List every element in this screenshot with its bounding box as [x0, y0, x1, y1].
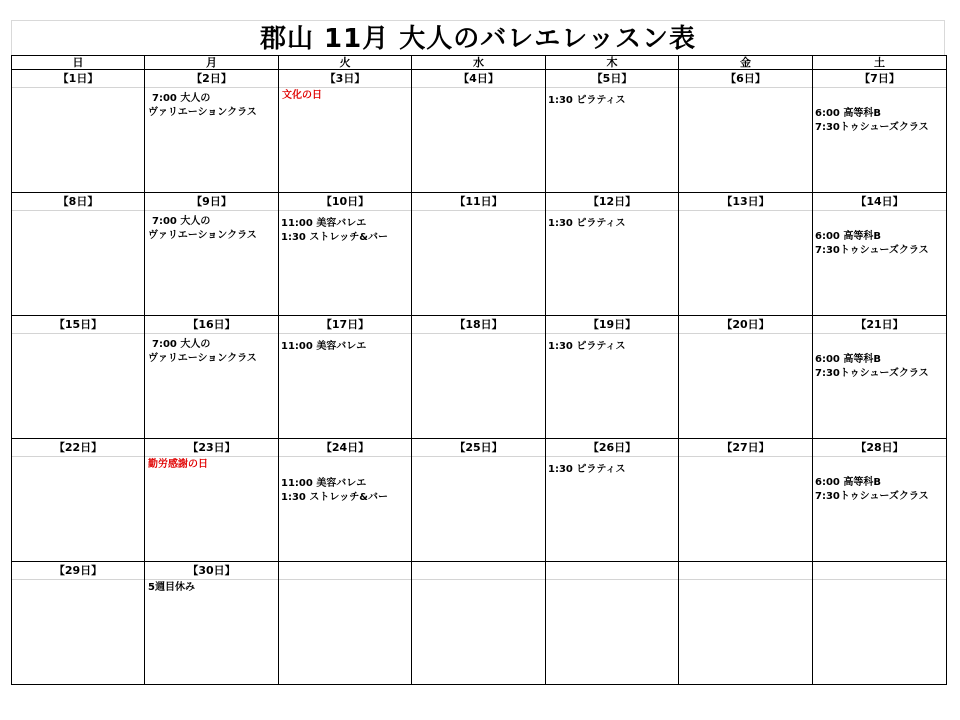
day-number: 【14日】 — [813, 193, 946, 211]
day-cell — [813, 193, 947, 316]
lesson-list — [281, 217, 388, 245]
lesson-list — [815, 476, 929, 504]
day-content — [813, 580, 946, 684]
day-number: 【16日】 — [145, 316, 278, 334]
weekday-tue: 火 — [279, 56, 412, 70]
day-cell — [279, 439, 412, 562]
lesson-list — [815, 353, 929, 381]
day-content — [546, 580, 678, 684]
day-cell — [145, 562, 279, 685]
weekday-mon: 月 — [145, 56, 279, 70]
day-content — [679, 457, 812, 561]
lesson-entry: 7:00 大人の — [152, 216, 211, 227]
lesson-list — [281, 340, 366, 354]
day-cell — [546, 70, 679, 193]
day-number — [679, 562, 812, 580]
lesson-entry: 7:00 大人の — [152, 93, 211, 104]
weekday-header-row — [12, 56, 947, 70]
day-cell — [412, 562, 546, 685]
day-content — [145, 334, 278, 438]
lesson-list — [548, 217, 626, 231]
weekday-sat: 土 — [813, 56, 947, 70]
lesson-list — [148, 338, 257, 366]
day-cell — [813, 70, 947, 193]
day-number: 【21日】 — [813, 316, 946, 334]
lesson-entry: 11:00 美容バレエ — [281, 218, 367, 229]
day-content — [412, 457, 545, 561]
day-cell — [12, 70, 145, 193]
lesson-entry: 6:00 高等科B — [815, 231, 881, 242]
lesson-list — [815, 230, 929, 258]
day-content — [813, 334, 946, 438]
day-cell — [279, 70, 412, 193]
lesson-entry: 6:00 高等科B — [815, 108, 881, 119]
lesson-entry: 7:00 大人の — [152, 339, 211, 350]
day-cell — [279, 316, 412, 439]
day-content — [412, 88, 545, 192]
day-content — [279, 88, 411, 192]
day-number — [813, 562, 946, 580]
lesson-entry: ヴァリエーションクラス — [148, 353, 257, 364]
day-cell — [813, 439, 947, 562]
day-cell — [12, 193, 145, 316]
day-content — [12, 334, 144, 438]
day-number: 【4日】 — [412, 70, 545, 88]
day-content — [412, 211, 545, 315]
day-number — [279, 562, 411, 580]
day-cell — [679, 193, 813, 316]
day-cell — [546, 316, 679, 439]
day-cell — [279, 193, 412, 316]
calendar-table — [11, 55, 947, 685]
day-cell — [145, 193, 279, 316]
day-number: 【25日】 — [412, 439, 545, 457]
lesson-list — [148, 92, 257, 120]
lesson-entry: 1:30 ストレッチ&バー — [281, 232, 388, 243]
lesson-entry: 1:30 ピラティス — [548, 341, 626, 352]
day-content — [279, 580, 411, 684]
day-cell — [813, 562, 947, 685]
day-number: 【8日】 — [12, 193, 144, 211]
day-content — [546, 88, 678, 192]
day-number: 【12日】 — [546, 193, 678, 211]
lesson-list — [815, 107, 929, 135]
weekday-fri: 金 — [679, 56, 813, 70]
day-content — [679, 580, 812, 684]
day-number: 【5日】 — [546, 70, 678, 88]
week-row — [12, 70, 947, 193]
lesson-entry: ヴァリエーションクラス — [148, 230, 257, 241]
day-number: 【13日】 — [679, 193, 812, 211]
day-number: 【2日】 — [145, 70, 278, 88]
day-number: 【10日】 — [279, 193, 411, 211]
day-number: 【19日】 — [546, 316, 678, 334]
day-number: 【1日】 — [12, 70, 144, 88]
day-content — [145, 211, 278, 315]
day-content — [12, 88, 144, 192]
lesson-entry: 7:30トゥシューズクラス — [815, 245, 929, 256]
lesson-entry: 7:30トゥシューズクラス — [815, 122, 929, 133]
lesson-entry: 1:30 ピラティス — [548, 95, 626, 106]
day-content — [145, 580, 278, 684]
lesson-list — [148, 215, 257, 243]
lesson-entry: 6:00 高等科B — [815, 477, 881, 488]
lesson-entry: 11:00 美容バレエ — [281, 341, 367, 352]
day-cell — [412, 316, 546, 439]
weekday-sun: 日 — [12, 56, 145, 70]
day-content — [546, 211, 678, 315]
schedule-sheet — [11, 20, 945, 685]
lesson-entry: 1:30 ストレッチ&バー — [281, 492, 388, 503]
day-cell — [12, 316, 145, 439]
day-content — [813, 457, 946, 561]
day-content — [546, 457, 678, 561]
weekday-thu: 木 — [546, 56, 679, 70]
day-number: 【24日】 — [279, 439, 411, 457]
week-row — [12, 439, 947, 562]
day-content — [12, 457, 144, 561]
day-cell — [145, 439, 279, 562]
day-number: 【20日】 — [679, 316, 812, 334]
day-number: 【9日】 — [145, 193, 278, 211]
weekday-wed: 水 — [412, 56, 546, 70]
day-cell — [813, 316, 947, 439]
day-number: 【22日】 — [12, 439, 144, 457]
day-content — [813, 211, 946, 315]
lesson-entry: 7:30トゥシューズクラス — [815, 491, 929, 502]
day-number — [412, 562, 545, 580]
day-content — [412, 334, 545, 438]
day-cell — [546, 562, 679, 685]
day-number: 【11日】 — [412, 193, 545, 211]
lesson-entry: 11:00 美容バレエ — [281, 478, 367, 489]
lesson-entry: 6:00 高等科B — [815, 354, 881, 365]
holiday-label: 勤労感謝の日 — [148, 459, 208, 470]
week-row — [12, 193, 947, 316]
lesson-list — [548, 340, 626, 354]
day-cell — [679, 562, 813, 685]
day-number: 【6日】 — [679, 70, 812, 88]
day-content — [679, 88, 812, 192]
day-content — [412, 580, 545, 684]
day-cell — [679, 439, 813, 562]
day-number: 【26日】 — [546, 439, 678, 457]
day-cell — [679, 70, 813, 193]
day-content — [679, 211, 812, 315]
day-content — [546, 334, 678, 438]
lesson-list — [548, 94, 626, 108]
day-content — [145, 88, 278, 192]
day-content — [145, 457, 278, 561]
day-cell — [12, 439, 145, 562]
day-number: 【7日】 — [813, 70, 946, 88]
day-cell — [412, 193, 546, 316]
lesson-entry: 7:30トゥシューズクラス — [815, 368, 929, 379]
day-cell — [412, 70, 546, 193]
day-cell — [679, 316, 813, 439]
day-number: 【18日】 — [412, 316, 545, 334]
day-content — [679, 334, 812, 438]
lesson-list — [548, 463, 626, 477]
holiday-label: 文化の日 — [282, 90, 322, 101]
week-row — [12, 562, 947, 685]
day-content — [279, 211, 411, 315]
day-cell — [546, 193, 679, 316]
day-number: 【17日】 — [279, 316, 411, 334]
week-row — [12, 316, 947, 439]
day-cell — [12, 562, 145, 685]
day-number: 【30日】 — [145, 562, 278, 580]
day-cell — [279, 562, 412, 685]
lesson-entry: ヴァリエーションクラス — [148, 107, 257, 118]
day-content — [12, 580, 144, 684]
day-cell — [145, 70, 279, 193]
day-number — [546, 562, 678, 580]
day-content — [279, 457, 411, 561]
lesson-entry: 1:30 ピラティス — [548, 464, 626, 475]
day-number: 【28日】 — [813, 439, 946, 457]
lesson-entry: 1:30 ピラティス — [548, 218, 626, 229]
day-content — [813, 88, 946, 192]
day-number: 【15日】 — [12, 316, 144, 334]
day-number: 【23日】 — [145, 439, 278, 457]
day-number: 【29日】 — [12, 562, 144, 580]
page-title: 郡山 11月 大人のバレエレッスン表 — [11, 20, 945, 55]
day-content — [12, 211, 144, 315]
day-cell — [145, 316, 279, 439]
day-number: 【27日】 — [679, 439, 812, 457]
day-number: 【3日】 — [279, 70, 411, 88]
day-cell — [412, 439, 546, 562]
day-content — [279, 334, 411, 438]
day-cell — [546, 439, 679, 562]
lesson-list — [281, 477, 388, 505]
closure-note: 5週目休み — [148, 582, 195, 593]
